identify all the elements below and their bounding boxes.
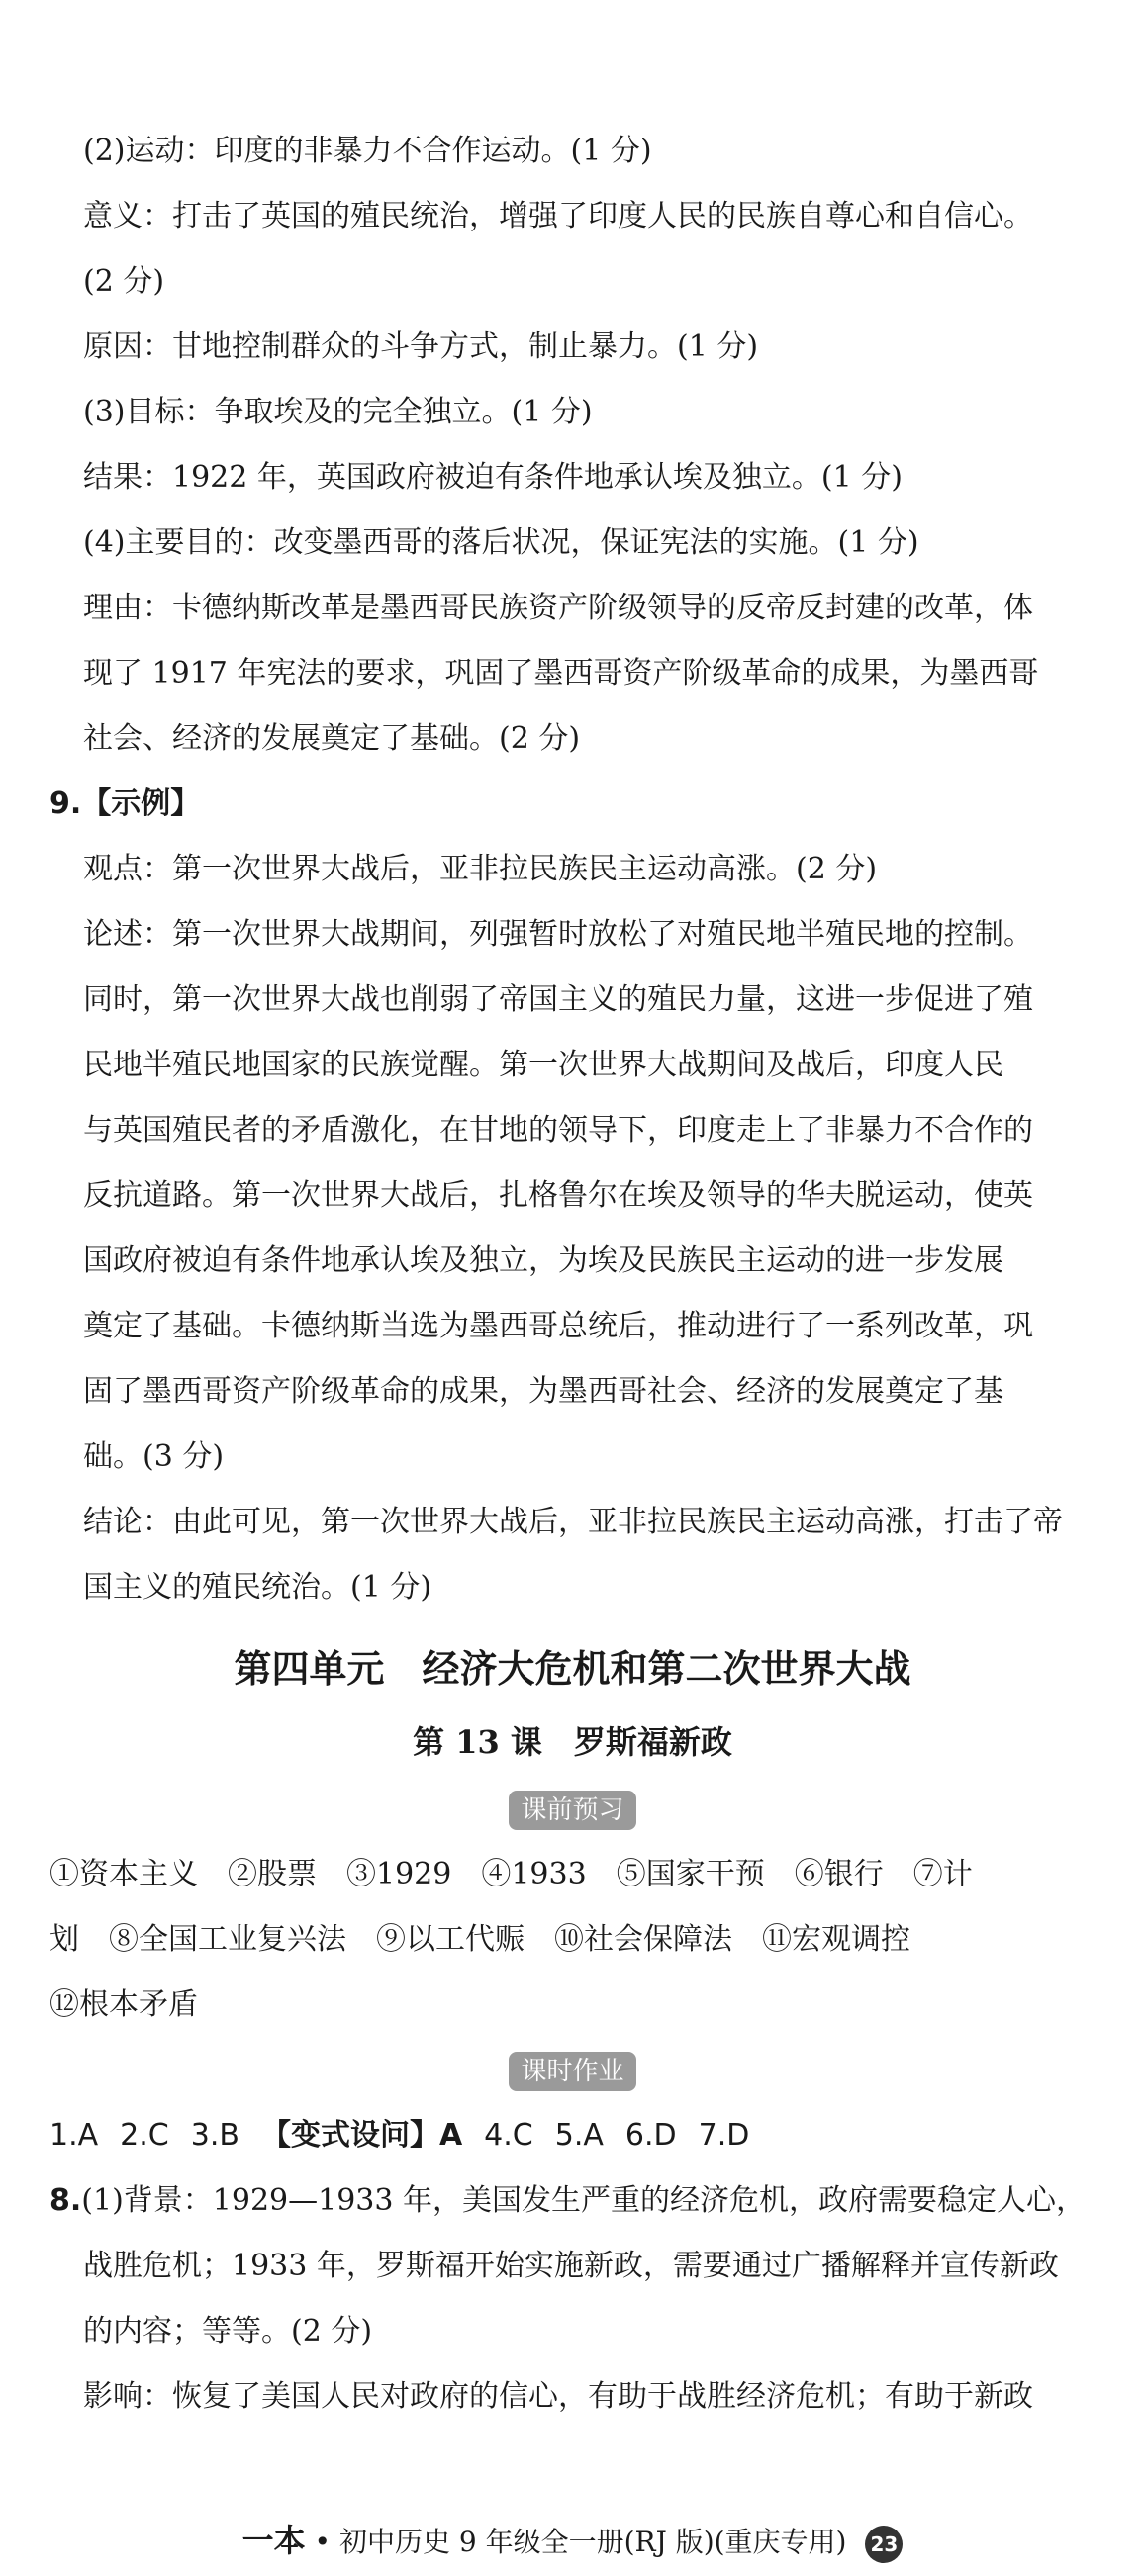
answer-section-8 [49, 119, 1096, 772]
example-label: 【示例】 [81, 786, 201, 821]
text-line: 与英国殖民者的矛盾激化，在甘地的领导下，印度走上了非暴力不合作的 [83, 1113, 1033, 1148]
page-number-badge: 23 [865, 2526, 903, 2563]
text-line: 国主义的殖民统治。(1 分) [83, 1570, 432, 1605]
text-line: 反抗道路。第一次世界大战后，扎格鲁尔在埃及领导的华夫脱运动，使英 [83, 1178, 1033, 1213]
preview-tag-row [49, 1777, 1096, 1842]
answer-item: 5.A [554, 2118, 604, 2153]
lesson-title: 第 13 课 罗斯福新政 [413, 1723, 732, 1761]
text-line: 的内容；等等。(2 分) [83, 2314, 373, 2348]
answer-item: 2.C [120, 2118, 169, 2153]
text-line: 现了 1917 年宪法的要求，巩固了墨西哥资产阶级革命的成果，为墨西哥 [83, 656, 1039, 690]
preview-line: ①资本主义 ②股票 ③1929 ④1933 ⑤国家干预 ⑥银行 ⑦计 [49, 1857, 973, 1891]
text-line: 意义：打击了英国的殖民统治，增强了印度人民的民族自尊心和自信心。 [83, 199, 1033, 233]
text-line: 同时，第一次世界大战也削弱了帝国主义的殖民力量，这进一步促进了殖 [83, 982, 1033, 1017]
text-line: 民地半殖民地国家的民族觉醒。第一次世界大战期间及战后，印度人民 [83, 1048, 1003, 1082]
answer-item: 7.D [698, 2118, 750, 2153]
answer-key [49, 2103, 1096, 2168]
text-line: 观点：第一次世界大战后，亚非拉民族民主运动高涨。(2 分) [83, 852, 878, 886]
text-line: 固了墨西哥资产阶级革命的成果，为墨西哥社会、经济的发展奠定了基 [83, 1374, 1003, 1409]
text-line: 奠定了基础。卡德纳斯当选为墨西哥总统后，推动进行了一系列改革，巩 [83, 1309, 1033, 1343]
text-line: 础。(3 分) [83, 1439, 225, 1474]
text-line: 影响：恢复了美国人民对政府的信心，有助于战胜经济危机；有助于新政 [83, 2379, 1033, 2414]
text-line: (2 分) [83, 264, 165, 299]
text-line: 理由：卡德纳斯改革是墨西哥民族资产阶级领导的反帝反封建的改革，体 [83, 591, 1033, 625]
question-number: 8. [49, 2183, 82, 2218]
answer-item: 1.A [49, 2118, 99, 2153]
text-line: 结论：由此可见，第一次世界大战后，亚非拉民族民主运动高涨，打击了帝 [83, 1505, 1063, 1539]
question-8-first-line [49, 2168, 1096, 2234]
text-line: (1)背景：1929—1933 年，美国发生严重的经济危机，政府需要稳定人心， [81, 2183, 1087, 2218]
footer-brand: 一本 [241, 2522, 306, 2559]
answer-item: 【变式设问】A [260, 2118, 463, 2153]
text-line: 原因：甘地控制群众的斗争方式，制止暴力。(1 分) [83, 329, 759, 364]
answer-section-9 [49, 772, 1096, 1620]
text-line: 社会、经济的发展奠定了基础。(2 分) [83, 721, 581, 756]
answer-item: 3.B [190, 2118, 239, 2153]
text-line: 论述：第一次世界大战期间，列强暂时放松了对殖民地半殖民地的控制。 [83, 917, 1033, 952]
text-line: (3)目标：争取埃及的完全独立。(1 分) [83, 395, 593, 429]
footer-text: • 初中历史 9 年级全一册(RJ 版)(重庆专用) [314, 2526, 847, 2558]
text-line: (4)主要目的：改变墨西哥的落后状况，保证宪法的实施。(1 分) [83, 525, 919, 560]
homework-section [49, 2038, 1096, 2430]
preview-line: ⑫根本矛盾 [49, 1987, 198, 2022]
page-footer [0, 2511, 1145, 2570]
text-line: (2)运动：印度的非暴力不合作运动。(1 分) [83, 134, 652, 168]
preview-tag: 课前预习 [509, 1791, 635, 1830]
preview-line: 划 ⑧全国工业复兴法 ⑨以工代赈 ⑩社会保障法 ⑪宏观调控 [49, 1922, 910, 1957]
question-heading [49, 772, 1096, 837]
answer-item: 4.C [484, 2118, 533, 2153]
preview-section [49, 1777, 1096, 2038]
homework-tag-row [49, 2038, 1096, 2103]
question-number: 9. [49, 786, 82, 821]
text-line: 国政府被迫有条件地承认埃及独立，为埃及民族民主运动的进一步发展 [83, 1243, 1003, 1278]
homework-tag: 课时作业 [509, 2052, 635, 2091]
unit-title: 第四单元 经济大危机和第二次世界大战 [234, 1646, 911, 1691]
text-line: 结果：1922 年，英国政府被迫有条件地承认埃及独立。(1 分) [83, 460, 903, 495]
answer-item: 6.D [624, 2118, 677, 2153]
text-line: 战胜危机；1933 年，罗斯福开始实施新政，需要通过广播解释并宣传新政 [83, 2249, 1059, 2283]
